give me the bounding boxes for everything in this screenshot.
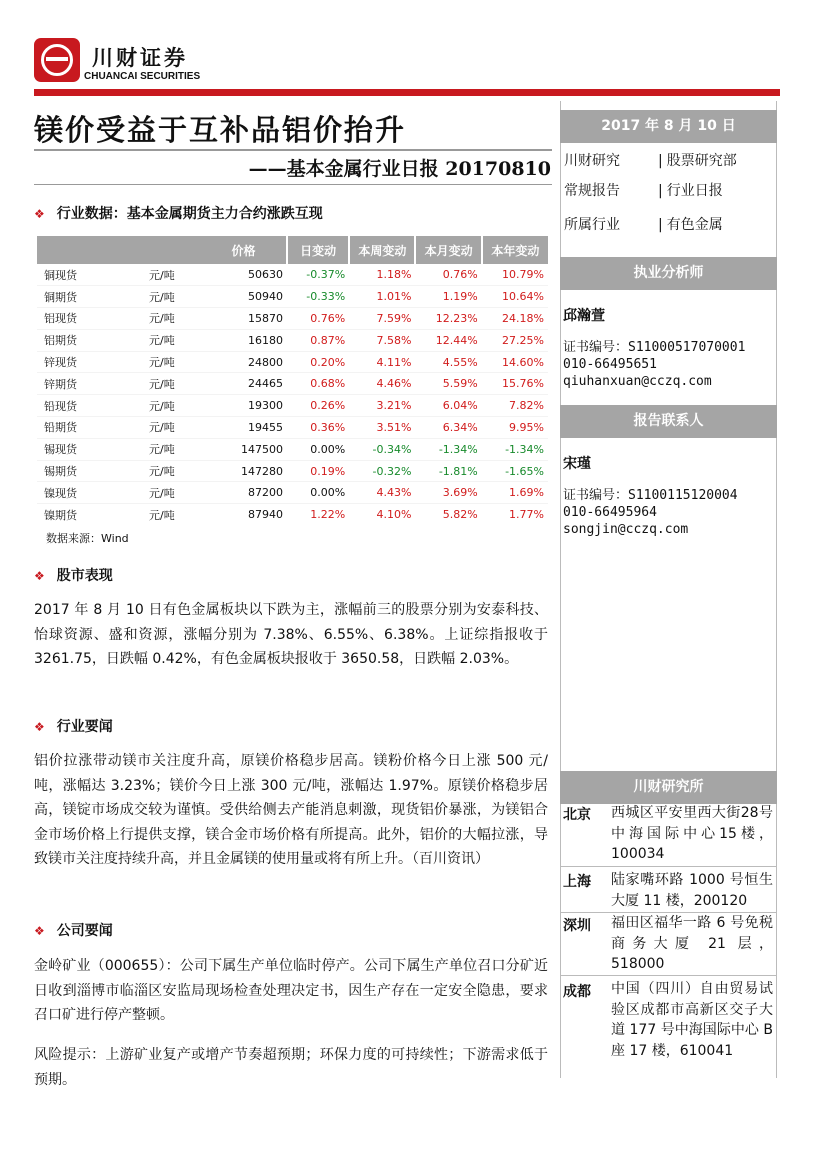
table-cell: 0.76%	[442, 268, 478, 282]
table-cell: 锌期货	[37, 373, 129, 395]
table-cell: 4.55%	[415, 351, 481, 373]
table-cell: 15.76%	[482, 373, 548, 395]
table-cell: 87200	[201, 482, 287, 504]
table-cell: 4.11%	[349, 351, 415, 373]
table-row	[37, 329, 548, 351]
analyst-phone: 010-66495651	[563, 357, 657, 372]
table-cell: 元/吨	[129, 504, 201, 526]
analyst-cert: 证书编号：S1100051707000​1	[563, 340, 746, 355]
table-cell: 147280	[201, 460, 287, 482]
table-cell: 锡期货	[37, 460, 129, 482]
section-company-news-heading: ❖ 公司要闻	[34, 923, 113, 939]
table-row	[37, 460, 548, 482]
diamond-bullet-icon: ❖	[34, 569, 45, 583]
metal-price-table	[37, 236, 548, 526]
table-cell: 铅现货	[37, 395, 129, 417]
table-cell: 14.60%	[482, 351, 548, 373]
table-cell: 7.58%	[349, 329, 415, 351]
table-cell: 15870	[201, 308, 287, 330]
table-row	[37, 482, 548, 504]
report-subtitle: ——基本金属行业日报 20170810	[248, 158, 551, 180]
table-cell: 27.25%	[482, 329, 548, 351]
office-divider	[560, 866, 777, 867]
table-cell: 铝现货	[37, 308, 129, 330]
meta-row: 常规报告 | 行业日报	[564, 183, 723, 199]
table-cell: 50940	[201, 286, 287, 308]
table-cell: 0.26%	[287, 395, 349, 417]
company-logo	[34, 38, 80, 82]
table-cell: 0.36%	[287, 417, 349, 439]
table-cell: -1.34%	[415, 438, 481, 460]
table-cell: 6.34%	[415, 417, 481, 439]
table-cell: 镍期货	[37, 504, 129, 526]
contact-phone: 010-66495964	[563, 505, 657, 520]
table-cell: -1.34%	[482, 438, 548, 460]
table-cell: 锡现货	[37, 438, 129, 460]
table-cell: 0.68%	[287, 373, 349, 395]
table-row	[37, 351, 548, 373]
diamond-bullet-icon: ❖	[34, 207, 45, 221]
analyst-name: 邱瀚萱	[563, 308, 605, 324]
table-cell: 1.01%	[349, 286, 415, 308]
table-cell: 10.64%	[482, 286, 548, 308]
table-row	[37, 373, 548, 395]
table-cell: 16180	[201, 329, 287, 351]
table-cell: 0.00%	[287, 482, 349, 504]
table-cell: 元/吨	[129, 373, 201, 395]
table-header-cell: 本月变动	[415, 236, 481, 264]
table-cell: 铅期货	[37, 417, 129, 439]
table-cell: 元/吨	[129, 286, 201, 308]
header-red-bar	[34, 89, 780, 96]
table-cell: 19455	[201, 417, 287, 439]
table-cell: 1.19%	[415, 286, 481, 308]
table-cell: 0.76%	[287, 308, 349, 330]
table-cell: 1.22%	[287, 504, 349, 526]
brand-name-cn: 川财证券	[92, 46, 188, 70]
table-cell: 元/吨	[149, 268, 175, 282]
report-title: 镁价受益于互补品铝价抬升	[34, 113, 407, 147]
office-city: 深圳	[563, 918, 591, 934]
stock-paragraph: 2017 年 8 月 10 日有色金属板块以下跌为主，涨幅前三的股票分别为安泰科技、怡球资源、盛和资源，涨幅分别为 7.38%、6.55%、6.38%。上证综指报收于 3261.75，日跌幅 0.42%，有色金属板块报收于 3650.58，日跌幅 2.03%。	[34, 602, 548, 667]
data-source: 数据来源：Wind	[46, 532, 129, 545]
contact-name: 宋瑾	[563, 456, 591, 472]
table-cell: 铝期货	[37, 329, 129, 351]
table-row	[37, 504, 548, 526]
risk-warning: 风险提示：上游矿业复产或增产节奏超预期；环保力度的可持续性；下游需求低于预期。	[34, 1047, 548, 1088]
institute-heading: 川财研究所	[560, 771, 777, 804]
table-cell: 50630	[248, 268, 283, 282]
table-cell: 锌现货	[37, 351, 129, 373]
table-cell: 24.18%	[482, 308, 548, 330]
section-industry-data-heading: ❖ 行业数据：基本金属期货主力合约涨跌互现	[34, 206, 323, 222]
table-cell: -0.32%	[349, 460, 415, 482]
table-cell: 6.04%	[415, 395, 481, 417]
contact-heading: 报告联系人	[560, 405, 777, 438]
analyst-heading: 执业分析师	[560, 257, 777, 290]
table-cell: -1.81%	[415, 460, 481, 482]
table-row	[37, 286, 548, 308]
table-cell: 7.59%	[349, 308, 415, 330]
section-industry-news-heading: ❖ 行业要闻	[34, 719, 113, 735]
table-cell: 4.10%	[349, 504, 415, 526]
contact-cert: 证书编号：S1100115120004	[563, 488, 738, 503]
table-cell: 元/吨	[129, 308, 201, 330]
table-cell: -0.37%	[306, 268, 346, 282]
office-address: 福田区福华一路 6 号免税商务大厦 21 层，518000	[611, 915, 773, 972]
report-date: 2017 年 8 月 10 日	[560, 110, 777, 143]
table-cell: 19300	[201, 395, 287, 417]
table-cell: 4.43%	[349, 482, 415, 504]
table-cell: -0.34%	[349, 438, 415, 460]
table-cell: 1.77%	[482, 504, 548, 526]
table-cell: 元/吨	[129, 460, 201, 482]
title-divider	[34, 149, 552, 151]
table-row	[37, 308, 548, 330]
office-address: 陆家嘴环路 1000 号恒生大厦 11 楼，200120	[611, 872, 773, 909]
table-cell: 12.44%	[415, 329, 481, 351]
office-address: 西城区平安里西大街28号中海国际中心15楼，100034	[611, 805, 773, 862]
office-address: 中国（四川）自由贸易试验区成都市高新区交子大道 177 号中海国际中心 B 座 17 楼，610041	[611, 981, 773, 1059]
table-header-cell: 本年变动	[482, 236, 548, 264]
table-cell: 铜现货	[44, 268, 77, 282]
table-cell: 元/吨	[129, 329, 201, 351]
table-row	[37, 438, 548, 460]
diamond-bullet-icon: ❖	[34, 924, 45, 938]
brand-name-en: CHUANCAI SECURITIES	[84, 71, 201, 82]
office-city: 北京	[563, 807, 591, 823]
table-cell: -0.33%	[287, 286, 349, 308]
office-divider	[560, 975, 777, 976]
table-cell: 7.82%	[482, 395, 548, 417]
table-cell: 24465	[201, 373, 287, 395]
industry-news-paragraph: 铝价拉涨带动镁市关注度升高，原镁价格稳步居高。镁粉价格今日上涨 500 元/吨，涨幅达 3.23%；镁价今日上涨 300 元/吨，涨幅达 1.97%。原镁价格稳步居高，镁锭市场成交较为谨慎。受供给侧去产能消息刺激，现货铝价暴涨，为镁铝合金市场价格上行提供支撑，镁合金市场价格有所提高。此外，铝价的大幅拉涨，导致镁市关注度持续升高，并且金属镁的使用量或将有所上升。（百川资讯）	[34, 753, 548, 867]
table-row	[37, 395, 548, 417]
table-cell: -1.65%	[482, 460, 548, 482]
meta-row: 川财研究 | 股票研究部	[564, 153, 737, 169]
meta-row: 所属行业 | 有色金属	[564, 217, 723, 233]
table-cell: 147500	[201, 438, 287, 460]
table-row	[37, 417, 548, 439]
table-header-cell: 本周变动	[349, 236, 415, 264]
table-row	[37, 264, 548, 286]
table-cell: 镍现货	[37, 482, 129, 504]
table-cell: 87940	[201, 504, 287, 526]
table-cell: 0.20%	[287, 351, 349, 373]
office-city: 上海	[563, 874, 591, 890]
diamond-bullet-icon: ❖	[34, 720, 45, 734]
table-cell: 元/吨	[129, 351, 201, 373]
table-cell: 0.00%	[287, 438, 349, 460]
table-cell: 1.18%	[376, 268, 412, 282]
company-news-paragraph: 金岭矿业（000655）：公司下属生产单位临时停产。公司下属生产单位召口分矿近日收到淄博市临淄区安监局现场检查处理决定书，因生产存在一定安全隐患，要求召口矿进行停产整顿。	[34, 958, 548, 1023]
table-cell: 5.59%	[415, 373, 481, 395]
table-cell: 元/吨	[129, 482, 201, 504]
table-cell: 1.69%	[482, 482, 548, 504]
table-cell: 元/吨	[129, 417, 201, 439]
table-header-cell: 价格	[201, 236, 287, 264]
table-header-cell	[37, 236, 201, 264]
table-cell: 3.69%	[415, 482, 481, 504]
section-stock-heading: ❖ 股市表现	[34, 568, 113, 584]
table-cell: 12.23%	[415, 308, 481, 330]
table-cell: 10.79%	[502, 268, 544, 282]
table-cell: 3.21%	[349, 395, 415, 417]
table-cell: 9.95%	[482, 417, 548, 439]
table-cell: 5.82%	[415, 504, 481, 526]
table-cell: 0.87%	[287, 329, 349, 351]
table-cell: 元/吨	[129, 395, 201, 417]
table-cell: 4.46%	[349, 373, 415, 395]
table-cell: 3.51%	[349, 417, 415, 439]
table-cell: 24800	[201, 351, 287, 373]
table-cell: 0.19%	[287, 460, 349, 482]
office-city: 成都	[563, 984, 591, 1000]
contact-email[interactable]: songjin@cczq.com	[563, 522, 689, 537]
subtitle-divider	[34, 184, 552, 185]
table-header-cell: 日变动	[287, 236, 349, 264]
table-cell: 元/吨	[129, 438, 201, 460]
table-cell: 铜期货	[37, 286, 129, 308]
analyst-email[interactable]: qiuhanxuan@cczq.com	[563, 374, 712, 389]
